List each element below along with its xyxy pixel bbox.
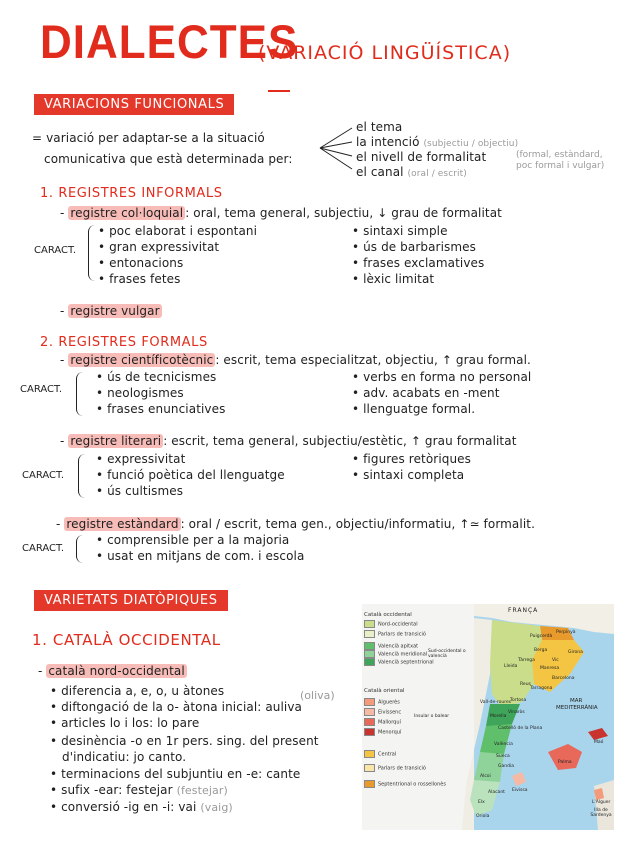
informal-right-item: • frases exclamatives bbox=[352, 256, 484, 270]
region-eivissenc bbox=[512, 772, 526, 786]
title-underline bbox=[268, 90, 290, 92]
place-label: Vic bbox=[552, 658, 559, 663]
informal-left-item: • gran expressivitat bbox=[98, 240, 219, 254]
legend-item: Valencià meridional bbox=[364, 650, 427, 658]
literari-right-item: • sintaxi completa bbox=[352, 468, 464, 482]
place-label: València bbox=[494, 742, 513, 747]
registre-vulgar-label: registre vulgar bbox=[70, 304, 160, 318]
place-label: Vall-de-roures bbox=[480, 700, 512, 705]
registre-literari-desc: : escrit, tema general, subjectiu/estètic, ↑ grau formalitat bbox=[163, 434, 517, 448]
definition-line-1: = variació per adaptar-se a la situació bbox=[32, 131, 265, 145]
label-mar: MAR bbox=[570, 698, 583, 704]
place-label: Elx bbox=[478, 800, 485, 805]
literari-left-item: • expressivitat bbox=[96, 452, 185, 466]
legend-item: Alguerès bbox=[364, 698, 400, 706]
dialect-feature: • articles lo i los: lo pare bbox=[50, 716, 199, 730]
legend-item: Menorquí bbox=[364, 728, 401, 736]
place-label: Tortosa bbox=[510, 698, 527, 703]
region-sardenya bbox=[594, 780, 614, 830]
place-label: Reus bbox=[520, 682, 531, 687]
legend-title-occidental: Català occidental bbox=[364, 612, 412, 618]
place-label: Lleida bbox=[504, 664, 518, 669]
registre-cientific-desc: : escrit, tema especialitzat, objectiu, ↑ grau formal. bbox=[215, 353, 531, 367]
legend-item: Valencià apitxat bbox=[364, 642, 418, 650]
estandard-item: • usat en mitjans de com. i escola bbox=[96, 549, 304, 563]
caract-label-estandard: CARACT. bbox=[22, 543, 65, 554]
cientific-left-item: • neologismes bbox=[96, 386, 184, 400]
legend-item: Central bbox=[364, 750, 396, 758]
catala-nord-occidental-line: - català nord-occidental bbox=[38, 664, 185, 678]
place-label: Alcoi bbox=[480, 774, 491, 779]
place-label: Oriola bbox=[476, 814, 490, 819]
place-label: Eivissa bbox=[512, 788, 528, 793]
legend-item: Parlars de transició bbox=[364, 630, 426, 638]
legend-item: Eivissenc bbox=[364, 708, 401, 716]
legend-item: Septentrional o rossellonès bbox=[364, 780, 468, 788]
dialect-feature: • sufix -ear: festejar (festejar) bbox=[50, 783, 228, 797]
factor-tema: el tema bbox=[356, 120, 403, 134]
informal-left-item: • poc elaborat i espontani bbox=[98, 224, 257, 238]
place-label: Vinaròs bbox=[508, 710, 525, 715]
place-label: Barcelona bbox=[552, 676, 575, 681]
cientific-right-item: • adv. acabats en -ment bbox=[352, 386, 500, 400]
dialect-map bbox=[362, 604, 614, 830]
registre-colloquial-label: registre col·loquial bbox=[70, 206, 184, 220]
region-menorqui bbox=[588, 728, 608, 740]
legend-group-occidental: Sud-occidental o valencià bbox=[428, 649, 466, 659]
factor-formalitat: el nivell de formalitat bbox=[356, 150, 487, 164]
legend-item: Parlars de transició bbox=[364, 764, 426, 772]
place-label: Morella bbox=[490, 714, 507, 719]
section-banner-diatopiques: VARIETATS DIATÒPIQUES bbox=[34, 590, 228, 611]
place-label: Girona bbox=[568, 650, 583, 655]
informal-right-item: • ús de barbarismes bbox=[352, 240, 476, 254]
page-subtitle: (VARIACIÓ LINGÜÍSTICA) bbox=[258, 42, 512, 64]
formalitat-note-1: (formal, estàndard, bbox=[516, 150, 603, 160]
dialect-feature: • diftongació de la o- àtona inicial: auliva bbox=[50, 700, 302, 714]
registre-vulgar-line: - registre vulgar bbox=[60, 304, 160, 318]
dialect-feature-continuation: d'indicatiu: jo canto. bbox=[62, 750, 187, 764]
legend-title-oriental: Català oriental bbox=[364, 688, 405, 694]
dialect-feature-note: (oliva) bbox=[300, 689, 335, 702]
legend-item: Mallorquí bbox=[364, 718, 401, 726]
registre-cientific-label: registre científicotècnic bbox=[70, 353, 214, 367]
caract-label-cientific: CARACT. bbox=[20, 384, 63, 395]
registre-estandard-label: registre estàndard bbox=[66, 517, 179, 531]
formalitat-note-2: poc formal i vulgar) bbox=[516, 161, 605, 171]
cientific-right-item: • llenguatge formal. bbox=[352, 402, 475, 416]
dialect-feature-note: (festejar) bbox=[176, 784, 228, 797]
region-alacanti bbox=[470, 780, 500, 816]
cientific-left-item: • frases enunciatives bbox=[96, 402, 225, 416]
registre-cientific-line: - registre científicotècnic : escrit, tema especialitzat, objectiu, ↑ grau formal. bbox=[60, 353, 531, 367]
intencio-note: (subjectiu / objectiu) bbox=[423, 139, 519, 149]
dialect-feature: • desinència -o en 1r pers. sing. del present bbox=[50, 734, 319, 748]
place-label: Illa de Sardenya bbox=[590, 808, 612, 818]
place-label: Perpinyà bbox=[556, 630, 576, 635]
informal-left-item: • entonacions bbox=[98, 256, 183, 270]
registre-colloquial-desc: : oral, tema general, subjectiu, ↓ grau de formalitat bbox=[185, 206, 502, 220]
branch-arrows bbox=[318, 124, 358, 172]
region-mallorqui bbox=[548, 744, 582, 770]
literari-right-item: • figures retòriques bbox=[352, 452, 471, 466]
canal-note: (oral / escrit) bbox=[407, 169, 467, 179]
heading-catala-occidental: 1. CATALÀ OCCIDENTAL bbox=[32, 631, 221, 649]
informal-right-item: • lèxic limitat bbox=[352, 272, 434, 286]
section-banner-funcionals: VARIACIONS FUNCIONALS bbox=[34, 94, 234, 115]
legend-item: Nord-occidental bbox=[364, 620, 418, 628]
caract-label-literari: CARACT. bbox=[22, 470, 65, 481]
factor-canal: el canal (oral / escrit) bbox=[356, 165, 467, 179]
literari-left-item: • ús cultismes bbox=[96, 484, 183, 498]
brace-informal bbox=[88, 225, 95, 281]
cientific-right-item: • verbs en forma no personal bbox=[352, 370, 531, 384]
dialect-feature: • conversió -ig en -i: vai (vaig) bbox=[50, 800, 233, 814]
legend-item: Valencià septentrional bbox=[364, 658, 434, 666]
registre-estandard-desc: : oral / escrit, tema gen., objectiu/informatiu, ↑≃ formalit. bbox=[180, 517, 535, 531]
literari-left-item: • funció poètica del llenguatge bbox=[96, 468, 285, 482]
place-label: Maó bbox=[594, 740, 604, 745]
place-label: Berga bbox=[534, 648, 548, 653]
place-label: Castelló de la Plana bbox=[498, 726, 543, 731]
place-label: Alacant bbox=[488, 790, 505, 795]
brace-cientific bbox=[76, 372, 83, 416]
heading-registres-informals: 1. REGISTRES INFORMALS bbox=[40, 186, 223, 201]
place-label: Tarragona bbox=[530, 686, 553, 691]
registre-colloquial-line: - registre col·loquial : oral, tema general, subjectiu, ↓ grau de formalitat bbox=[60, 206, 502, 220]
registre-literari-line: - registre literari : escrit, tema general, subjectiu/estètic, ↑ grau formalitat bbox=[60, 434, 517, 448]
place-label: Gandia bbox=[498, 764, 514, 769]
place-label: Sueca bbox=[496, 754, 510, 759]
place-label: Manresa bbox=[540, 666, 560, 671]
registre-estandard-line: - registre estàndard : oral / escrit, tema gen., objectiu/informatiu, ↑≃ formalit. bbox=[56, 517, 535, 531]
factor-intencio: la intenció (subjectiu / objectiu) bbox=[356, 135, 519, 149]
estandard-item: • comprensible per a la majoria bbox=[96, 533, 289, 547]
heading-registres-formals: 2. REGISTRES FORMALS bbox=[40, 335, 208, 350]
dialect-feature: • terminacions del subjuntiu en -e: cante bbox=[50, 767, 300, 781]
page-title: DIALECTES bbox=[40, 15, 299, 69]
label-franca: FRANÇA bbox=[508, 607, 539, 614]
place-label: Palma bbox=[558, 760, 572, 765]
brace-estandard bbox=[76, 535, 83, 563]
definition-line-2: comunicativa que està determinada per: bbox=[44, 152, 293, 166]
label-mediterrania: MEDITERRÀNIA bbox=[556, 705, 598, 711]
catala-nord-occidental-label: català nord-occidental bbox=[48, 664, 185, 678]
cientific-left-item: • ús de tecnicismes bbox=[96, 370, 216, 384]
caract-label-informal: CARACT. bbox=[34, 245, 77, 256]
place-label: Tàrrega bbox=[518, 658, 535, 663]
dialect-feature: • diferencia a, e, o, u àtones bbox=[50, 684, 224, 698]
informal-left-item: • frases fetes bbox=[98, 272, 180, 286]
legend-group-oriental: Insular o balear bbox=[414, 714, 450, 719]
place-label: L'Alguer bbox=[592, 800, 611, 805]
place-label: Puigcerdà bbox=[530, 634, 553, 639]
informal-right-item: • sintaxi simple bbox=[352, 224, 448, 238]
brace-literari bbox=[78, 454, 85, 498]
registre-literari-label: registre literari bbox=[70, 434, 162, 448]
dialect-feature-note: (vaig) bbox=[200, 801, 233, 814]
